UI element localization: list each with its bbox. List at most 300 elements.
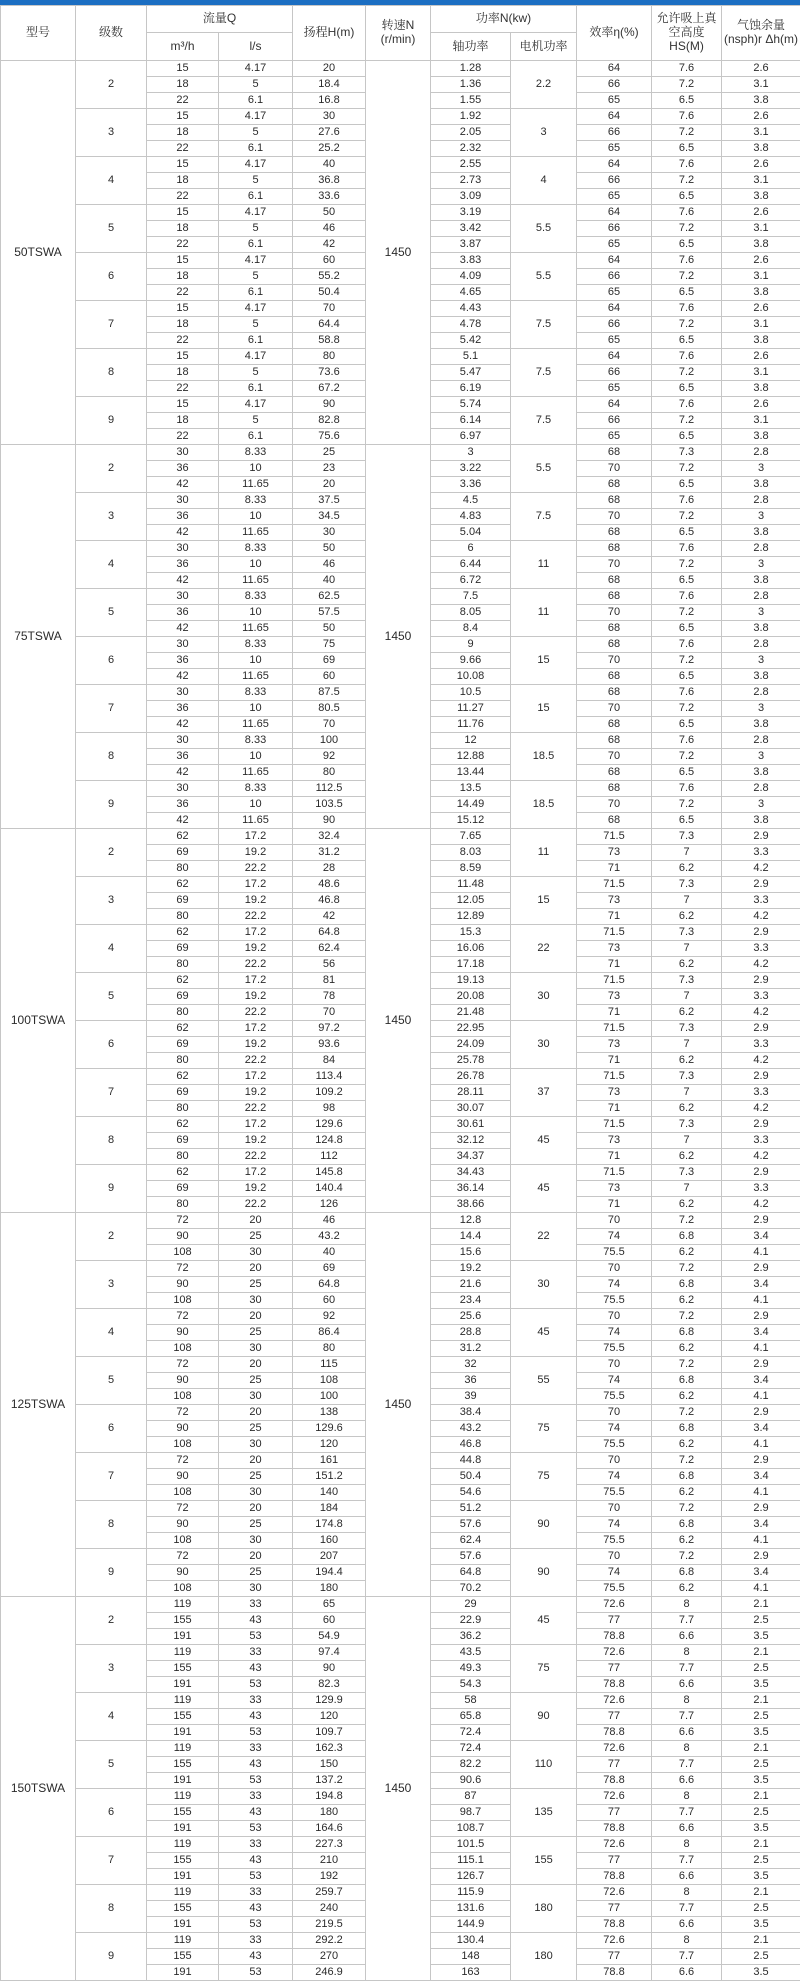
cell-stage: 4 [76, 157, 147, 205]
cell-head: 184 [293, 1501, 366, 1517]
cell-efficiency: 65 [577, 333, 652, 349]
cell-flow-ls: 33 [219, 1885, 293, 1901]
cell-flow-m3h: 72 [147, 1357, 219, 1373]
cell-suction: 6.2 [652, 1245, 722, 1261]
cell-npsh: 3.8 [722, 333, 800, 349]
cell-efficiency: 73 [577, 1133, 652, 1149]
cell-speed: 1450 [366, 61, 431, 445]
cell-flow-m3h: 18 [147, 413, 219, 429]
cell-flow-ls: 53 [219, 1629, 293, 1645]
header-efficiency: 效率η(%) [577, 6, 652, 61]
cell-head: 30 [293, 109, 366, 125]
cell-flow-ls: 20 [219, 1261, 293, 1277]
cell-head: 174.8 [293, 1517, 366, 1533]
cell-speed: 1450 [366, 445, 431, 829]
cell-flow-ls: 5 [219, 77, 293, 93]
cell-npsh: 2.5 [722, 1949, 800, 1965]
cell-head: 80 [293, 765, 366, 781]
cell-head: 124.8 [293, 1133, 366, 1149]
cell-shaft-power: 6 [431, 541, 511, 557]
cell-suction: 6.5 [652, 429, 722, 445]
cell-flow-m3h: 42 [147, 669, 219, 685]
cell-npsh: 2.6 [722, 349, 800, 365]
cell-shaft-power: 101.5 [431, 1837, 511, 1853]
cell-motor-power: 180 [511, 1885, 577, 1933]
cell-flow-m3h: 30 [147, 541, 219, 557]
cell-suction: 6.5 [652, 525, 722, 541]
cell-suction: 7.2 [652, 1261, 722, 1277]
cell-flow-m3h: 108 [147, 1389, 219, 1405]
cell-flow-m3h: 22 [147, 429, 219, 445]
cell-npsh: 3 [722, 509, 800, 525]
cell-npsh: 3.8 [722, 189, 800, 205]
cell-shaft-power: 2.73 [431, 173, 511, 189]
cell-efficiency: 74 [577, 1469, 652, 1485]
cell-flow-m3h: 62 [147, 877, 219, 893]
cell-npsh: 4.1 [722, 1389, 800, 1405]
cell-flow-m3h: 18 [147, 77, 219, 93]
cell-motor-power: 11 [511, 589, 577, 637]
header-power-group: 功率N(kw) [431, 6, 577, 33]
cell-flow-ls: 43 [219, 1757, 293, 1773]
cell-npsh: 2.5 [722, 1901, 800, 1917]
cell-flow-ls: 8.33 [219, 733, 293, 749]
cell-flow-ls: 4.17 [219, 157, 293, 173]
header-flow-m3h: m³/h [147, 33, 219, 61]
cell-efficiency: 64 [577, 109, 652, 125]
cell-shaft-power: 49.3 [431, 1661, 511, 1677]
cell-head: 25.2 [293, 141, 366, 157]
cell-npsh: 3.1 [722, 413, 800, 429]
cell-flow-ls: 25 [219, 1373, 293, 1389]
cell-motor-power: 7.5 [511, 301, 577, 349]
cell-npsh: 3.5 [722, 1821, 800, 1837]
cell-motor-power: 90 [511, 1501, 577, 1549]
cell-stage: 9 [76, 781, 147, 829]
cell-shaft-power: 9 [431, 637, 511, 653]
cell-npsh: 4.2 [722, 1197, 800, 1213]
cell-stage: 2 [76, 1597, 147, 1645]
cell-shaft-power: 70.2 [431, 1581, 511, 1597]
cell-efficiency: 68 [577, 813, 652, 829]
cell-flow-ls: 5 [219, 365, 293, 381]
cell-head: 60 [293, 1293, 366, 1309]
cell-efficiency: 73 [577, 989, 652, 1005]
cell-flow-m3h: 30 [147, 445, 219, 461]
cell-head: 113.4 [293, 1069, 366, 1085]
cell-efficiency: 66 [577, 269, 652, 285]
cell-motor-power: 45 [511, 1165, 577, 1213]
cell-head: 109.2 [293, 1085, 366, 1101]
cell-flow-ls: 20 [219, 1453, 293, 1469]
header-shaft-power: 轴功率 [431, 33, 511, 61]
cell-flow-m3h: 80 [147, 1005, 219, 1021]
cell-suction: 7.6 [652, 637, 722, 653]
cell-flow-m3h: 69 [147, 1181, 219, 1197]
cell-flow-m3h: 90 [147, 1229, 219, 1245]
cell-efficiency: 65 [577, 429, 652, 445]
cell-shaft-power: 2.32 [431, 141, 511, 157]
cell-flow-ls: 53 [219, 1677, 293, 1693]
cell-suction: 6.2 [652, 909, 722, 925]
cell-npsh: 3.4 [722, 1469, 800, 1485]
cell-motor-power: 22 [511, 925, 577, 973]
cell-flow-ls: 6.1 [219, 333, 293, 349]
cell-suction: 6.5 [652, 189, 722, 205]
cell-stage: 2 [76, 61, 147, 109]
cell-head: 42 [293, 909, 366, 925]
cell-npsh: 4.1 [722, 1485, 800, 1501]
cell-efficiency: 70 [577, 797, 652, 813]
cell-suction: 7 [652, 1133, 722, 1149]
cell-npsh: 3.8 [722, 525, 800, 541]
cell-head: 192 [293, 1869, 366, 1885]
cell-npsh: 4.1 [722, 1437, 800, 1453]
cell-suction: 6.8 [652, 1229, 722, 1245]
cell-motor-power: 45 [511, 1117, 577, 1165]
cell-flow-ls: 8.33 [219, 445, 293, 461]
cell-motor-power: 37 [511, 1069, 577, 1117]
cell-suction: 6.8 [652, 1373, 722, 1389]
cell-head: 145.8 [293, 1165, 366, 1181]
header-motor-power: 电机功率 [511, 33, 577, 61]
cell-suction: 7.2 [652, 125, 722, 141]
cell-efficiency: 70 [577, 605, 652, 621]
cell-suction: 7.6 [652, 61, 722, 77]
cell-flow-ls: 43 [219, 1709, 293, 1725]
cell-head: 120 [293, 1709, 366, 1725]
cell-npsh: 2.1 [722, 1693, 800, 1709]
cell-suction: 7.6 [652, 349, 722, 365]
cell-efficiency: 78.8 [577, 1917, 652, 1933]
cell-head: 46 [293, 557, 366, 573]
cell-motor-power: 30 [511, 1021, 577, 1069]
cell-head: 90 [293, 1661, 366, 1677]
cell-suction: 6.5 [652, 573, 722, 589]
cell-suction: 7.3 [652, 1117, 722, 1133]
cell-npsh: 2.6 [722, 61, 800, 77]
cell-flow-m3h: 155 [147, 1757, 219, 1773]
cell-npsh: 4.2 [722, 957, 800, 973]
cell-head: 40 [293, 157, 366, 173]
cell-efficiency: 77 [577, 1613, 652, 1629]
cell-shaft-power: 24.09 [431, 1037, 511, 1053]
cell-flow-ls: 20 [219, 1405, 293, 1421]
cell-motor-power: 11 [511, 829, 577, 877]
cell-suction: 6.8 [652, 1421, 722, 1437]
cell-efficiency: 65 [577, 93, 652, 109]
cell-motor-power: 45 [511, 1309, 577, 1357]
cell-motor-power: 22 [511, 1213, 577, 1261]
cell-head: 16.8 [293, 93, 366, 109]
cell-npsh: 3 [722, 461, 800, 477]
cell-flow-ls: 10 [219, 797, 293, 813]
cell-stage: 6 [76, 1789, 147, 1837]
cell-npsh: 4.1 [722, 1341, 800, 1357]
cell-npsh: 2.1 [722, 1741, 800, 1757]
cell-efficiency: 72.6 [577, 1741, 652, 1757]
cell-shaft-power: 7.65 [431, 829, 511, 845]
cell-shaft-power: 11.48 [431, 877, 511, 893]
cell-npsh: 3.5 [722, 1725, 800, 1741]
cell-shaft-power: 58 [431, 1693, 511, 1709]
cell-head: 50 [293, 541, 366, 557]
cell-efficiency: 74 [577, 1229, 652, 1245]
cell-head: 33.6 [293, 189, 366, 205]
cell-head: 23 [293, 461, 366, 477]
cell-flow-ls: 43 [219, 1613, 293, 1629]
cell-flow-m3h: 22 [147, 237, 219, 253]
cell-suction: 6.2 [652, 1005, 722, 1021]
cell-shaft-power: 39 [431, 1389, 511, 1405]
cell-shaft-power: 5.42 [431, 333, 511, 349]
cell-shaft-power: 4.09 [431, 269, 511, 285]
cell-efficiency: 71 [577, 1053, 652, 1069]
cell-suction: 7.2 [652, 269, 722, 285]
header-stages: 级数 [76, 6, 147, 61]
cell-efficiency: 72.6 [577, 1693, 652, 1709]
cell-flow-m3h: 15 [147, 157, 219, 173]
cell-suction: 7.3 [652, 1021, 722, 1037]
cell-head: 194.4 [293, 1565, 366, 1581]
cell-shaft-power: 148 [431, 1949, 511, 1965]
cell-shaft-power: 12.8 [431, 1213, 511, 1229]
cell-suction: 8 [652, 1837, 722, 1853]
cell-efficiency: 75.5 [577, 1533, 652, 1549]
cell-flow-ls: 10 [219, 701, 293, 717]
cell-efficiency: 71.5 [577, 1021, 652, 1037]
cell-efficiency: 65 [577, 141, 652, 157]
cell-model: 50TSWA [1, 61, 76, 445]
cell-flow-ls: 20 [219, 1309, 293, 1325]
cell-head: 43.2 [293, 1229, 366, 1245]
cell-flow-ls: 5 [219, 173, 293, 189]
cell-speed: 1450 [366, 1597, 431, 1981]
cell-efficiency: 71 [577, 861, 652, 877]
cell-shaft-power: 14.49 [431, 797, 511, 813]
cell-head: 32.4 [293, 829, 366, 845]
cell-head: 20 [293, 61, 366, 77]
cell-model: 125TSWA [1, 1213, 76, 1597]
cell-flow-ls: 53 [219, 1773, 293, 1789]
table-header [1, 6, 800, 61]
cell-efficiency: 70 [577, 1357, 652, 1373]
cell-efficiency: 68 [577, 621, 652, 637]
cell-npsh: 2.9 [722, 1501, 800, 1517]
cell-head: 75.6 [293, 429, 366, 445]
cell-flow-m3h: 15 [147, 349, 219, 365]
cell-head: 81 [293, 973, 366, 989]
cell-flow-m3h: 42 [147, 573, 219, 589]
cell-flow-ls: 4.17 [219, 205, 293, 221]
cell-flow-m3h: 62 [147, 973, 219, 989]
cell-shaft-power: 12.89 [431, 909, 511, 925]
cell-flow-m3h: 90 [147, 1277, 219, 1293]
cell-efficiency: 71.5 [577, 1069, 652, 1085]
cell-shaft-power: 11.76 [431, 717, 511, 733]
cell-flow-ls: 33 [219, 1837, 293, 1853]
cell-head: 129.6 [293, 1117, 366, 1133]
cell-flow-ls: 11.65 [219, 669, 293, 685]
cell-npsh: 2.9 [722, 1357, 800, 1373]
cell-flow-ls: 22.2 [219, 957, 293, 973]
cell-stage: 7 [76, 1069, 147, 1117]
cell-flow-ls: 17.2 [219, 1069, 293, 1085]
cell-head: 126 [293, 1197, 366, 1213]
cell-suction: 7.2 [652, 509, 722, 525]
cell-npsh: 2.8 [722, 733, 800, 749]
cell-npsh: 3.8 [722, 93, 800, 109]
cell-shaft-power: 8.4 [431, 621, 511, 637]
cell-head: 86.4 [293, 1325, 366, 1341]
cell-shaft-power: 3.09 [431, 189, 511, 205]
cell-suction: 7.3 [652, 1165, 722, 1181]
cell-efficiency: 75.5 [577, 1389, 652, 1405]
cell-head: 48.6 [293, 877, 366, 893]
cell-stage: 7 [76, 685, 147, 733]
cell-shaft-power: 2.55 [431, 157, 511, 173]
cell-suction: 6.8 [652, 1325, 722, 1341]
cell-npsh: 4.2 [722, 1053, 800, 1069]
cell-flow-m3h: 90 [147, 1421, 219, 1437]
cell-motor-power: 90 [511, 1549, 577, 1597]
cell-head: 78 [293, 989, 366, 1005]
cell-suction: 6.5 [652, 669, 722, 685]
cell-head: 90 [293, 397, 366, 413]
cell-head: 162.3 [293, 1741, 366, 1757]
cell-suction: 6.6 [652, 1917, 722, 1933]
cell-flow-ls: 22.2 [219, 909, 293, 925]
cell-suction: 7.2 [652, 1357, 722, 1373]
table-row [1, 1597, 800, 1613]
cell-npsh: 2.1 [722, 1597, 800, 1613]
cell-flow-ls: 8.33 [219, 685, 293, 701]
cell-npsh: 2.6 [722, 205, 800, 221]
cell-shaft-power: 25.6 [431, 1309, 511, 1325]
cell-flow-m3h: 36 [147, 797, 219, 813]
cell-head: 75 [293, 637, 366, 653]
cell-flow-m3h: 30 [147, 637, 219, 653]
cell-suction: 6.8 [652, 1277, 722, 1293]
cell-flow-m3h: 22 [147, 141, 219, 157]
cell-suction: 6.2 [652, 957, 722, 973]
cell-efficiency: 77 [577, 1901, 652, 1917]
cell-npsh: 2.1 [722, 1645, 800, 1661]
cell-flow-m3h: 80 [147, 1053, 219, 1069]
cell-suction: 7.6 [652, 493, 722, 509]
cell-npsh: 4.2 [722, 1101, 800, 1117]
cell-motor-power: 15 [511, 685, 577, 733]
cell-npsh: 2.8 [722, 493, 800, 509]
cell-npsh: 2.9 [722, 1069, 800, 1085]
cell-flow-ls: 30 [219, 1485, 293, 1501]
cell-suction: 8 [652, 1885, 722, 1901]
cell-suction: 7.3 [652, 829, 722, 845]
cell-efficiency: 70 [577, 749, 652, 765]
cell-shaft-power: 15.3 [431, 925, 511, 941]
cell-flow-ls: 43 [219, 1949, 293, 1965]
cell-efficiency: 66 [577, 173, 652, 189]
cell-flow-ls: 30 [219, 1581, 293, 1597]
cell-head: 98 [293, 1101, 366, 1117]
cell-efficiency: 68 [577, 733, 652, 749]
cell-shaft-power: 64.8 [431, 1565, 511, 1581]
cell-suction: 7.2 [652, 77, 722, 93]
cell-shaft-power: 9.66 [431, 653, 511, 669]
cell-shaft-power: 57.6 [431, 1517, 511, 1533]
cell-flow-m3h: 30 [147, 589, 219, 605]
cell-flow-ls: 4.17 [219, 397, 293, 413]
cell-head: 100 [293, 733, 366, 749]
cell-npsh: 2.8 [722, 445, 800, 461]
cell-flow-m3h: 72 [147, 1309, 219, 1325]
cell-shaft-power: 30.07 [431, 1101, 511, 1117]
cell-shaft-power: 29 [431, 1597, 511, 1613]
cell-flow-ls: 4.17 [219, 253, 293, 269]
cell-shaft-power: 4.43 [431, 301, 511, 317]
cell-flow-ls: 4.17 [219, 349, 293, 365]
cell-npsh: 2.1 [722, 1837, 800, 1853]
cell-efficiency: 70 [577, 701, 652, 717]
cell-flow-ls: 10 [219, 557, 293, 573]
cell-flow-ls: 5 [219, 221, 293, 237]
cell-efficiency: 71.5 [577, 829, 652, 845]
cell-npsh: 2.5 [722, 1661, 800, 1677]
cell-npsh: 3.5 [722, 1677, 800, 1693]
cell-efficiency: 71 [577, 1101, 652, 1117]
cell-flow-ls: 19.2 [219, 1037, 293, 1053]
cell-suction: 6.5 [652, 477, 722, 493]
cell-shaft-power: 44.8 [431, 1453, 511, 1469]
cell-head: 246.9 [293, 1965, 366, 1981]
cell-flow-m3h: 15 [147, 397, 219, 413]
cell-npsh: 2.8 [722, 685, 800, 701]
cell-efficiency: 72.6 [577, 1645, 652, 1661]
cell-motor-power: 110 [511, 1741, 577, 1789]
cell-flow-m3h: 36 [147, 509, 219, 525]
cell-flow-ls: 30 [219, 1533, 293, 1549]
cell-flow-ls: 25 [219, 1421, 293, 1437]
cell-suction: 8 [652, 1693, 722, 1709]
cell-efficiency: 73 [577, 1085, 652, 1101]
cell-motor-power: 75 [511, 1453, 577, 1501]
cell-efficiency: 72.6 [577, 1789, 652, 1805]
cell-shaft-power: 34.43 [431, 1165, 511, 1181]
cell-npsh: 3.3 [722, 989, 800, 1005]
cell-npsh: 3 [722, 557, 800, 573]
cell-efficiency: 71 [577, 1197, 652, 1213]
cell-flow-m3h: 119 [147, 1597, 219, 1613]
cell-flow-ls: 11.65 [219, 765, 293, 781]
cell-suction: 7.6 [652, 397, 722, 413]
cell-shaft-power: 87 [431, 1789, 511, 1805]
cell-flow-m3h: 80 [147, 861, 219, 877]
cell-motor-power: 135 [511, 1789, 577, 1837]
cell-flow-ls: 4.17 [219, 61, 293, 77]
cell-suction: 7.6 [652, 589, 722, 605]
cell-flow-ls: 30 [219, 1245, 293, 1261]
cell-stage: 2 [76, 829, 147, 877]
cell-suction: 7.3 [652, 877, 722, 893]
cell-efficiency: 71.5 [577, 925, 652, 941]
cell-flow-ls: 17.2 [219, 925, 293, 941]
cell-flow-ls: 11.65 [219, 477, 293, 493]
cell-flow-m3h: 90 [147, 1373, 219, 1389]
cell-flow-m3h: 69 [147, 1133, 219, 1149]
cell-head: 69 [293, 1261, 366, 1277]
cell-npsh: 3.4 [722, 1565, 800, 1581]
cell-efficiency: 65 [577, 285, 652, 301]
